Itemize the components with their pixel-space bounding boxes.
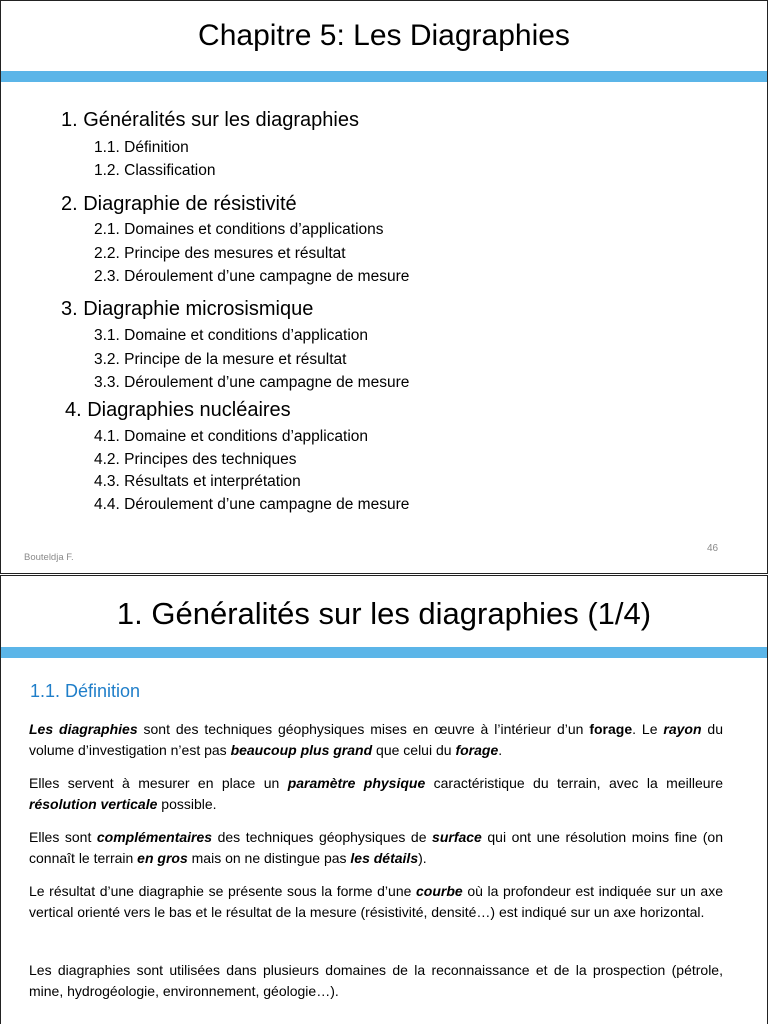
emphasis: forage [455,742,499,758]
toc-item: 4.4. Déroulement d’une campagne de mesure [94,496,410,513]
text: où la profondeur est indiquée sur un axe vertical orienté vers le bas et le résultat de la mesure (résistivité, densité…) est indiqué sur un axe horizontal. [29,883,723,920]
paragraph-5: Les diagraphies sont utilisées dans plusieurs domaines de la reconnaissance et de la prospection (pétrole, mine, hydrogéologie, environnement, géologie…). [29,962,723,999]
toc-item: 3.1. Domaine et conditions d’application [94,327,369,344]
emphasis: complémentaires [96,829,213,845]
toc-item: 3.2. Principe de la mesure et résultat [94,351,347,368]
text: ). [418,850,427,866]
toc-section-4: 4. Diagraphies nucléaires [65,399,291,421]
toc-section-3: 3. Diagraphie microsismique [61,298,314,320]
text: sont des techniques géophysiques mises en œuvre à l’intérieur d’un [137,721,590,737]
toc-item: 4.3. Résultats et interprétation [94,473,301,490]
emphasis: forage [589,721,633,737]
emphasis: en gros [137,850,188,866]
emphasis: surface [432,829,482,845]
toc-section-2: 2. Diagraphie de résistivité [61,193,297,215]
title-accent-bar [1,647,767,658]
text: . Le [632,721,664,737]
emphasis: paramètre physique [287,775,426,791]
text: . [498,742,503,758]
paragraph-3 [29,827,723,869]
emphasis: les détails [350,850,419,866]
toc-item: 1.1. Définition [94,139,189,156]
text: mais on ne distingue pas [187,850,351,866]
emphasis: rayon [663,721,702,737]
text: du volume d’investigation n’est pas [29,721,724,758]
toc-item: 4.2. Principes des techniques [94,451,297,468]
toc-item: 1.2. Classification [94,162,216,179]
text: Le résultat d’une diagraphie se présente sous la forme d’une [29,883,417,899]
emphasis: Les diagraphies [29,721,138,737]
page-number: 46 [707,543,719,554]
paragraph-4 [29,881,723,923]
text: possible. [157,796,217,812]
table-of-contents [1,1,767,573]
slide-title: Chapitre 5: Les Diagraphies [198,19,570,52]
emphasis: courbe [416,883,463,899]
paragraph-1 [29,719,723,761]
text: Elles sont [29,829,97,845]
text: caractéristique du terrain, avec la meilleure [425,775,723,791]
toc-item: 4.1. Domaine et conditions d’application [94,428,369,445]
emphasis: résolution verticale [29,796,158,812]
slide-title: 1. Généralités sur les diagraphies (1/4) [116,596,652,631]
emphasis: beaucoup plus grand [230,742,373,758]
author-footer: Bouteldja F. [24,552,74,563]
text: des techniques géophysiques de [212,829,433,845]
slide-definition [0,575,768,1024]
toc-item: 2.3. Déroulement d’une campagne de mesure [94,268,410,285]
paragraph-2 [29,773,723,815]
toc-item: 2.2. Principe des mesures et résultat [94,245,346,262]
toc-item: 3.3. Déroulement d’une campagne de mesure [94,374,410,391]
text: Elles servent à mesurer en place un [29,775,288,791]
section-subheading: 1.1. Définition [30,681,141,701]
toc-item: 2.1. Domaines et conditions d’applications [94,221,384,238]
toc-section-1: 1. Généralités sur les diagraphies [61,109,359,131]
text: que celui du [372,742,456,758]
text: qui ont une résolution moins fine (on connaît le terrain [29,829,723,866]
